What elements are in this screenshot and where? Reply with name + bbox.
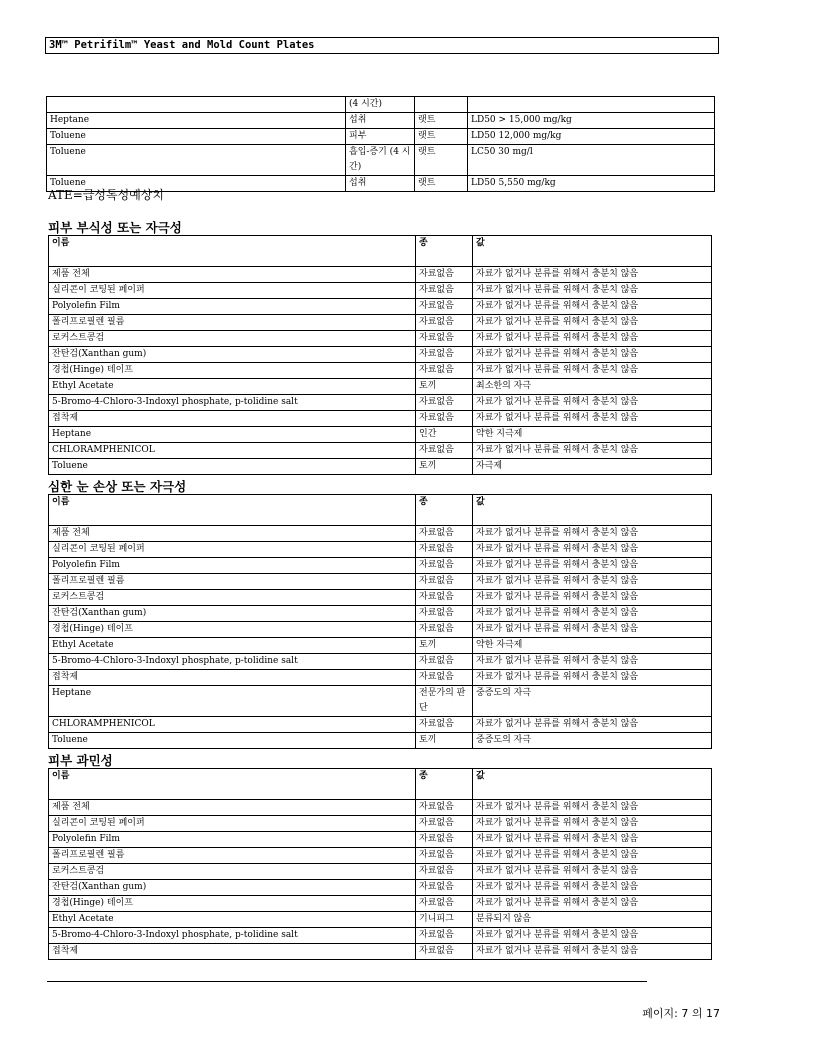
table-cell: Heptane (49, 427, 416, 443)
table-cell: 자료없음 (416, 574, 473, 590)
table-cell: 자료가 없거나 분류를 위해서 충분치 않음 (473, 670, 712, 686)
table-cell: 자료가 없거나 분류를 위해서 충분치 않음 (473, 558, 712, 574)
table-row (47, 129, 715, 145)
table-cell: 자료가 없거나 분류를 위해서 충분치 않음 (473, 864, 712, 880)
table-cell: 자료없음 (416, 558, 473, 574)
table-row (49, 379, 712, 395)
table-cell: 자료없음 (416, 928, 473, 944)
table-cell: 자료가 없거나 분류를 위해서 충분치 않음 (473, 315, 712, 331)
table-cell: 자료가 없거나 분류를 위해서 충분치 않음 (473, 944, 712, 960)
table-cell: 잔탄검(Xanthan gum) (49, 606, 416, 622)
table-row (49, 299, 712, 315)
table-cell: 자료없음 (416, 363, 473, 379)
document-header (45, 37, 719, 54)
table-cell: 자료없음 (416, 816, 473, 832)
table-row (49, 443, 712, 459)
table-cell: 잔탄검(Xanthan gum) (49, 880, 416, 896)
table-cell: (4 시간) (346, 97, 415, 113)
table-cell: 자료가 없거나 분류를 위해서 충분치 않음 (473, 267, 712, 283)
table-cell: 중증도의 자극 (473, 686, 712, 717)
table-cell: 토끼 (416, 459, 473, 475)
table-cell: 제품 전체 (49, 800, 416, 816)
column-header-species: 종 (416, 236, 473, 267)
table-cell: 자료가 없거나 분류를 위해서 충분치 않음 (473, 299, 712, 315)
document-title: 3M™ Petrifilm™ Yeast and Mold Count Plates (49, 39, 315, 51)
table-cell: 자료없음 (416, 299, 473, 315)
table-row (49, 459, 712, 475)
column-header-name: 이름 (49, 495, 416, 526)
table-cell: 접착제 (49, 944, 416, 960)
table-cell: 잔탄검(Xanthan gum) (49, 347, 416, 363)
table-row (49, 331, 712, 347)
table-row (49, 283, 712, 299)
table-row (47, 145, 715, 176)
table-cell: 자료없음 (416, 880, 473, 896)
table-cell: 경첩(Hinge) 테이프 (49, 896, 416, 912)
table-cell: 자료가 없거나 분류를 위해서 충분치 않음 (473, 411, 712, 427)
column-header-value: 값 (473, 495, 712, 526)
table-cell: 자료가 없거나 분류를 위해서 충분치 않음 (473, 800, 712, 816)
table-row (49, 411, 712, 427)
table-row (49, 928, 712, 944)
table-cell: 자료없음 (416, 526, 473, 542)
table-cell: 자료가 없거나 분류를 위해서 충분치 않음 (473, 848, 712, 864)
table-row (49, 848, 712, 864)
table-cell: LD50 12,000 mg/kg (468, 129, 715, 145)
table-cell: 자료없음 (416, 717, 473, 733)
table-cell: 자료없음 (416, 896, 473, 912)
table-row (49, 638, 712, 654)
table-cell: Polyolefin Film (49, 832, 416, 848)
table-cell: 자료없음 (416, 622, 473, 638)
table-cell: 자료가 없거나 분류를 위해서 충분치 않음 (473, 832, 712, 848)
table-cell: 폴리프로필렌 필름 (49, 315, 416, 331)
table-cell: 자료없음 (416, 443, 473, 459)
table-cell: CHLORAMPHENICOL (49, 443, 416, 459)
table-cell: 자료없음 (416, 590, 473, 606)
table-row (49, 590, 712, 606)
table-cell: 중증도의 자극 (473, 733, 712, 749)
table-cell: 자료가 없거나 분류를 위해서 충분치 않음 (473, 363, 712, 379)
table-row (49, 542, 712, 558)
table-row (49, 654, 712, 670)
table-cell: 자료가 없거나 분류를 위해서 충분치 않음 (473, 654, 712, 670)
table-cell: 5-Bromo-4-Chloro-3-Indoxyl phosphate, p-tolidine salt (49, 395, 416, 411)
table-row (49, 686, 712, 717)
table-cell: 분류되지 않음 (473, 912, 712, 928)
table-row (49, 944, 712, 960)
table-cell: 약한 지극제 (473, 427, 712, 443)
table-cell: Polyolefin Film (49, 558, 416, 574)
table-cell: 자료가 없거나 분류를 위해서 충분치 않음 (473, 395, 712, 411)
table-cell: 자료가 없거나 분류를 위해서 충분치 않음 (473, 443, 712, 459)
table-row (49, 912, 712, 928)
table-cell: 토끼 (416, 379, 473, 395)
table-cell: 경첩(Hinge) 테이프 (49, 622, 416, 638)
table-cell: LC50 30 mg/l (468, 145, 715, 176)
table-row (49, 606, 712, 622)
table-cell: 자료가 없거나 분류를 위해서 충분치 않음 (473, 816, 712, 832)
table-cell: 폴리프로필렌 필름 (49, 848, 416, 864)
footer-divider (47, 981, 647, 982)
table-cell: LD50 5,550 mg/kg (468, 176, 715, 192)
table-cell: 자료가 없거나 분류를 위해서 충분치 않음 (473, 283, 712, 299)
table-cell: 자료없음 (416, 800, 473, 816)
table-cell (468, 97, 715, 113)
table-cell (415, 97, 468, 113)
table-row (49, 622, 712, 638)
table-row (49, 832, 712, 848)
table-row (49, 315, 712, 331)
table-cell: 자료가 없거나 분류를 위해서 충분치 않음 (473, 622, 712, 638)
table-row (49, 526, 712, 542)
table-cell: 자료가 없거나 분류를 위해서 충분치 않음 (473, 574, 712, 590)
table-cell: Toluene (47, 176, 346, 192)
table-cell: 로커스트콩검 (49, 331, 416, 347)
table-cell: 랫트 (415, 176, 468, 192)
table-cell: 5-Bromo-4-Chloro-3-Indoxyl phosphate, p-tolidine salt (49, 654, 416, 670)
table-row (49, 363, 712, 379)
table-cell: 토끼 (416, 638, 473, 654)
table-cell: 랫트 (415, 129, 468, 145)
table-cell: 섭취 (346, 113, 415, 129)
table-row (49, 896, 712, 912)
table-cell: 자료가 없거나 분류를 위해서 충분치 않음 (473, 331, 712, 347)
table-cell: 경첩(Hinge) 테이프 (49, 363, 416, 379)
table-cell: LD50 > 15,000 mg/kg (468, 113, 715, 129)
column-header-value: 값 (473, 236, 712, 267)
table-cell: 자료없음 (416, 267, 473, 283)
table-row (49, 574, 712, 590)
table-cell: 자료없음 (416, 542, 473, 558)
eye-damage-title: 심한 눈 손상 또는 자극성 (48, 479, 187, 494)
table-row (47, 113, 715, 129)
table-cell: 흡입-증기 (4 시간) (346, 145, 415, 176)
table-cell: Ethyl Acetate (49, 912, 416, 928)
table-cell: 전문가의 판단 (416, 686, 473, 717)
table-cell: 자료가 없거나 분류를 위해서 충분치 않음 (473, 896, 712, 912)
table-cell: Toluene (47, 129, 346, 145)
table-row (49, 347, 712, 363)
table-cell: Heptane (47, 113, 346, 129)
table-row (49, 427, 712, 443)
table-row (49, 864, 712, 880)
table-cell: 자료가 없거나 분류를 위해서 충분치 않음 (473, 928, 712, 944)
table-cell: 접착제 (49, 670, 416, 686)
ate-note: ATE=급성독성예상치 (48, 188, 164, 202)
table-row (49, 267, 712, 283)
table-cell: 자료없음 (416, 832, 473, 848)
table-cell: 자료없음 (416, 315, 473, 331)
table-cell: Toluene (49, 733, 416, 749)
table-cell: 폴리프로필렌 필름 (49, 574, 416, 590)
table-cell: 자료가 없거나 분류를 위해서 충분치 않음 (473, 542, 712, 558)
table-cell: 인간 (416, 427, 473, 443)
table-cell: 섭취 (346, 176, 415, 192)
table-cell: 자료없음 (416, 654, 473, 670)
table-cell: 자료가 없거나 분류를 위해서 충분치 않음 (473, 526, 712, 542)
table-cell: 자료가 없거나 분류를 위해서 충분치 않음 (473, 880, 712, 896)
table-cell: 실리콘이 코팅된 페이퍼 (49, 542, 416, 558)
table-cell: 랫트 (415, 145, 468, 176)
page-number: 페이지: 7 의 17 (642, 1007, 720, 1020)
table-cell: 제품 전체 (49, 526, 416, 542)
column-header-name: 이름 (49, 769, 416, 800)
table-cell: 자료없음 (416, 864, 473, 880)
table-cell: 자료가 없거나 분류를 위해서 충분치 않음 (473, 590, 712, 606)
column-header-species: 종 (416, 769, 473, 800)
table-row (49, 800, 712, 816)
table-cell: 자료가 없거나 분류를 위해서 충분치 않음 (473, 717, 712, 733)
table-cell: 토끼 (416, 733, 473, 749)
table-row (49, 395, 712, 411)
table-cell: 자료없음 (416, 670, 473, 686)
table-row (49, 717, 712, 733)
table-cell: 실리콘이 코팅된 페이퍼 (49, 816, 416, 832)
table-cell (47, 97, 346, 113)
table-cell: 자료없음 (416, 283, 473, 299)
table-row (49, 558, 712, 574)
table-cell: 자료없음 (416, 606, 473, 622)
table-cell: 자료없음 (416, 411, 473, 427)
table-cell: CHLORAMPHENICOL (49, 717, 416, 733)
column-header-value: 값 (473, 769, 712, 800)
skin-sensitization-table (48, 768, 712, 960)
table-row (47, 97, 715, 113)
table-cell: 랫트 (415, 113, 468, 129)
column-header-name: 이름 (49, 236, 416, 267)
skin-corrosion-table (48, 235, 712, 475)
table-cell: Ethyl Acetate (49, 379, 416, 395)
toxicity-table (46, 96, 715, 192)
table-row (49, 880, 712, 896)
column-header-species: 종 (416, 495, 473, 526)
table-cell: Polyolefin Film (49, 299, 416, 315)
table-cell: Toluene (49, 459, 416, 475)
table-cell: 실리콘이 코팅된 페이퍼 (49, 283, 416, 299)
skin-corrosion-title: 피부 부식성 또는 자극성 (48, 220, 182, 235)
table-cell: 약한 자극제 (473, 638, 712, 654)
table-row (49, 816, 712, 832)
table-cell: 자료없음 (416, 848, 473, 864)
table-row (49, 733, 712, 749)
table-cell: 자료없음 (416, 944, 473, 960)
table-cell: 5-Bromo-4-Chloro-3-Indoxyl phosphate, p-tolidine salt (49, 928, 416, 944)
table-cell: 자료없음 (416, 395, 473, 411)
table-cell: 최소한의 자극 (473, 379, 712, 395)
table-cell: Ethyl Acetate (49, 638, 416, 654)
skin-sensitization-title: 피부 과민성 (48, 753, 113, 768)
table-cell: 자극제 (473, 459, 712, 475)
table-cell: 자료가 없거나 분류를 위해서 충분치 않음 (473, 347, 712, 363)
table-cell: 자료없음 (416, 331, 473, 347)
table-row (49, 670, 712, 686)
table-cell: 접착제 (49, 411, 416, 427)
table-cell: 기니피그 (416, 912, 473, 928)
table-cell: Toluene (47, 145, 346, 176)
table-cell: 제품 전체 (49, 267, 416, 283)
table-cell: 자료없음 (416, 347, 473, 363)
eye-damage-table (48, 494, 712, 749)
table-cell: 로커스트콩검 (49, 590, 416, 606)
table-cell: 자료가 없거나 분류를 위해서 충분치 않음 (473, 606, 712, 622)
table-cell: 피부 (346, 129, 415, 145)
table-cell: Heptane (49, 686, 416, 717)
table-cell: 로커스트콩검 (49, 864, 416, 880)
